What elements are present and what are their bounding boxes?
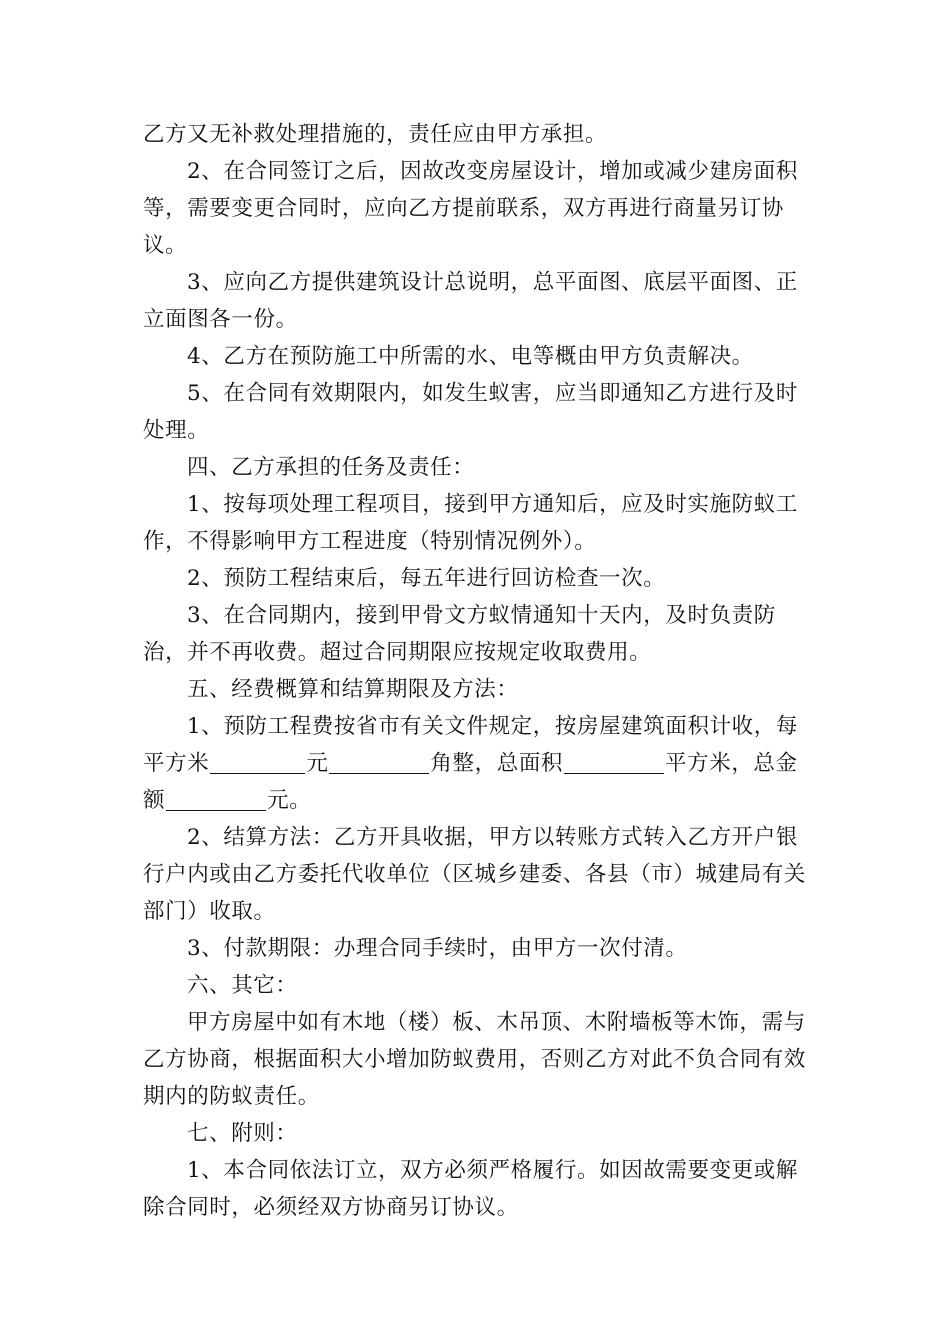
paragraph: 乙方又无补救处理措施的，责任应由甲方承担。	[143, 122, 608, 147]
fee-clause-paragraph	[143, 708, 813, 819]
clause-paragraph: 3、付款期限：办理合同手续时，由甲方一次付清。	[187, 936, 688, 961]
document-body	[143, 116, 813, 1226]
section-heading: 七、附则：	[187, 1121, 298, 1146]
fee-text: 1、预防工程费按省市有关文件规定，按房屋建筑面积计收，每	[187, 714, 798, 739]
fee-text: 元	[306, 751, 329, 776]
clause-paragraph: 3、在合同期内，接到甲骨文方蚁情通知十天内，及时负责防治，并不再收费。超过合同期限应按规定收取费用。	[143, 603, 776, 665]
clause-paragraph: 2、预防工程结束后，每五年进行回访检查一次。	[187, 566, 666, 591]
fee-text: 平方米，总金	[665, 751, 798, 776]
section-heading: 四、乙方承担的任务及责任：	[187, 455, 475, 480]
clause-paragraph: 2、结算方法：乙方开具收据，甲方以转账方式转入乙方开户银行户内或由乙方委托代收单位（区城乡建委、各县（市）城建局有关部门）收取。	[143, 825, 807, 924]
price-yuan-blank	[210, 751, 305, 774]
clause-paragraph: 1、本合同依法订立，双方必须严格履行。如因故需要变更或解除合同时，必须经双方协商另订协议。	[143, 1158, 798, 1220]
fee-text: 额	[143, 788, 166, 813]
clause-paragraph: 1、按每项处理工程项目，接到甲方通知后，应及时实施防蚁工作，不得影响甲方工程进度（特别情况例外）。	[143, 492, 798, 554]
section-heading: 六、其它：	[187, 973, 298, 998]
total-area-blank	[564, 751, 664, 774]
section-heading: 五、经费概算和结算期限及方法：	[187, 677, 519, 702]
fee-text: 角整，总面积	[430, 751, 564, 776]
clause-paragraph: 5、在合同有效期限内，如发生蚁害，应当即通知乙方进行及时处理。	[143, 381, 798, 443]
clause-paragraph: 2、在合同签订之后，因故改变房屋设计，增加或减少建房面积等，需要变更合同时，应向乙方提前联系，双方再进行商量另订协议。	[143, 159, 798, 258]
clause-paragraph: 甲方房屋中如有木地（楼）板、木吊顶、木附墙板等木饰，需与乙方协商，根据面积大小增加防蚁费用，否则乙方对此不负合同有效期内的防蚁责任。	[143, 1010, 807, 1109]
price-jiao-blank	[329, 751, 429, 774]
clause-paragraph: 3、应向乙方提供建筑设计总说明，总平面图、底层平面图、正立面图各一份。	[143, 270, 798, 332]
fee-text: 元。	[267, 788, 312, 813]
total-amount-blank	[166, 788, 266, 811]
fee-text: 平方米	[143, 751, 210, 776]
clause-paragraph: 4、乙方在预防施工中所需的水、电等概由甲方负责解决。	[187, 344, 754, 369]
